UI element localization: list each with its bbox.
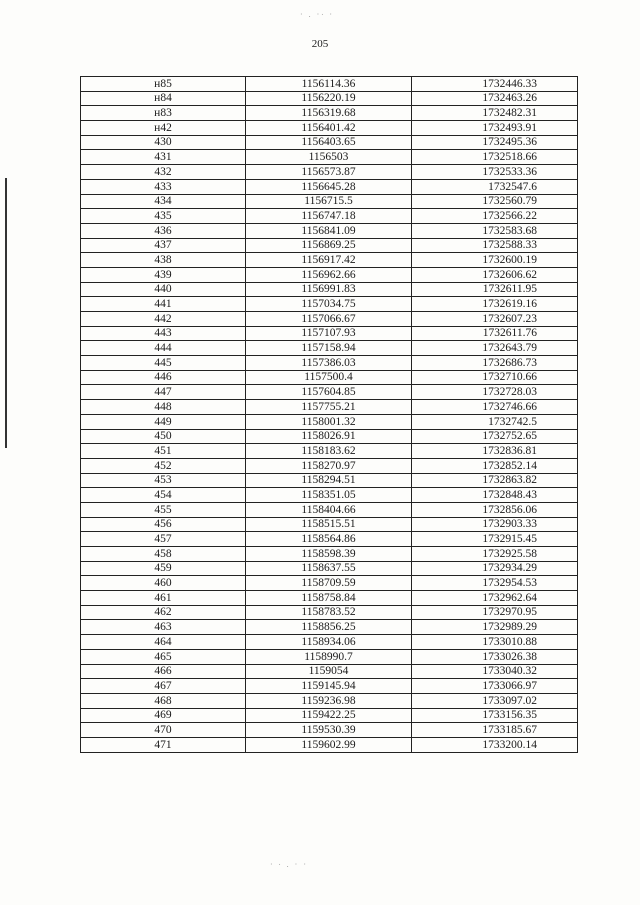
x-coordinate-cell: 1158515.51 xyxy=(246,517,412,532)
point-id-cell: 444 xyxy=(81,341,246,356)
x-coordinate-cell: 1158270.97 xyxy=(246,458,412,473)
table-row xyxy=(81,635,578,650)
table-row xyxy=(81,341,578,356)
table-row xyxy=(81,370,578,385)
point-id-cell: 455 xyxy=(81,502,246,517)
y-coordinate-cell: 1732495.36 xyxy=(412,135,578,150)
table-row xyxy=(81,576,578,591)
table-row xyxy=(81,91,578,106)
table-row xyxy=(81,429,578,444)
table-row xyxy=(81,473,578,488)
y-coordinate-cell: 1732619.16 xyxy=(412,297,578,312)
y-coordinate-cell: 1732643.79 xyxy=(412,341,578,356)
y-coordinate-cell: 1733200.14 xyxy=(412,737,578,752)
y-coordinate-cell: 1732728.03 xyxy=(412,385,578,400)
table-row xyxy=(81,679,578,694)
x-coordinate-cell: 1159530.39 xyxy=(246,723,412,738)
table-row xyxy=(81,649,578,664)
y-coordinate-cell: 1732856.06 xyxy=(412,502,578,517)
y-coordinate-cell: 1732934.29 xyxy=(412,561,578,576)
table-row xyxy=(81,106,578,121)
y-coordinate-cell: 1732848.43 xyxy=(412,488,578,503)
y-coordinate-cell: 1732482.31 xyxy=(412,106,578,121)
x-coordinate-cell: 1156401.42 xyxy=(246,121,412,136)
point-id-cell: 468 xyxy=(81,693,246,708)
table-row xyxy=(81,458,578,473)
point-id-cell: 438 xyxy=(81,253,246,268)
x-coordinate-cell: 1159236.98 xyxy=(246,693,412,708)
table-row xyxy=(81,77,578,92)
y-coordinate-cell: 1732463.26 xyxy=(412,91,578,106)
y-coordinate-cell: 1732710.66 xyxy=(412,370,578,385)
point-id-cell: 448 xyxy=(81,400,246,415)
point-id-cell: 450 xyxy=(81,429,246,444)
x-coordinate-cell: 1157034.75 xyxy=(246,297,412,312)
point-id-cell: н42 xyxy=(81,121,246,136)
table-row xyxy=(81,444,578,459)
table-row xyxy=(81,223,578,238)
point-id-cell: 451 xyxy=(81,444,246,459)
point-id-cell: 432 xyxy=(81,165,246,180)
point-id-cell: 443 xyxy=(81,326,246,341)
point-id-cell: 456 xyxy=(81,517,246,532)
table-row xyxy=(81,312,578,327)
x-coordinate-cell: 1156319.68 xyxy=(246,106,412,121)
table-row xyxy=(81,517,578,532)
x-coordinate-cell: 1159145.94 xyxy=(246,679,412,694)
scan-artifact-top: · . ·∙ · xyxy=(300,10,334,19)
x-coordinate-cell: 1159422.25 xyxy=(246,708,412,723)
y-coordinate-cell: 1733040.32 xyxy=(412,664,578,679)
y-coordinate-cell: 1732903.33 xyxy=(412,517,578,532)
y-coordinate-cell: 1732446.33 xyxy=(412,77,578,92)
table-row xyxy=(81,356,578,371)
y-coordinate-cell: 1732518.66 xyxy=(412,150,578,165)
x-coordinate-cell: 1156114.36 xyxy=(246,77,412,92)
y-coordinate-cell: 1733156.35 xyxy=(412,708,578,723)
y-coordinate-cell: 1732566.22 xyxy=(412,209,578,224)
table-row xyxy=(81,737,578,752)
point-id-cell: 460 xyxy=(81,576,246,591)
table-row xyxy=(81,488,578,503)
y-coordinate-cell: 1732863.82 xyxy=(412,473,578,488)
y-coordinate-cell: 1732752.65 xyxy=(412,429,578,444)
point-id-cell: 467 xyxy=(81,679,246,694)
x-coordinate-cell: 1158758.84 xyxy=(246,591,412,606)
x-coordinate-cell: 1156747.18 xyxy=(246,209,412,224)
x-coordinate-cell: 1158351.05 xyxy=(246,488,412,503)
table-row xyxy=(81,209,578,224)
x-coordinate-cell: 1159602.99 xyxy=(246,737,412,752)
y-coordinate-cell: 1732493.91 xyxy=(412,121,578,136)
point-id-cell: н83 xyxy=(81,106,246,121)
point-id-cell: 465 xyxy=(81,649,246,664)
point-id-cell: 447 xyxy=(81,385,246,400)
coordinates-table xyxy=(80,76,578,753)
x-coordinate-cell: 1156917.42 xyxy=(246,253,412,268)
table-row xyxy=(81,385,578,400)
table-row xyxy=(81,121,578,136)
x-coordinate-cell: 1156715.5 xyxy=(246,194,412,209)
y-coordinate-cell: 1732925.58 xyxy=(412,547,578,562)
point-id-cell: 457 xyxy=(81,532,246,547)
point-id-cell: 458 xyxy=(81,547,246,562)
table-row xyxy=(81,664,578,679)
point-id-cell: 452 xyxy=(81,458,246,473)
table-row xyxy=(81,547,578,562)
x-coordinate-cell: 1158404.66 xyxy=(246,502,412,517)
point-id-cell: 435 xyxy=(81,209,246,224)
point-id-cell: 430 xyxy=(81,135,246,150)
point-id-cell: 453 xyxy=(81,473,246,488)
table-row xyxy=(81,194,578,209)
table-row xyxy=(81,532,578,547)
x-coordinate-cell: 1156573.87 xyxy=(246,165,412,180)
x-coordinate-cell: 1156503 xyxy=(246,150,412,165)
y-coordinate-cell: 1732962.64 xyxy=(412,591,578,606)
x-coordinate-cell: 1158709.59 xyxy=(246,576,412,591)
point-id-cell: 437 xyxy=(81,238,246,253)
y-coordinate-cell: 1733097.02 xyxy=(412,693,578,708)
x-coordinate-cell: 1158598.39 xyxy=(246,547,412,562)
x-coordinate-cell: 1157755.21 xyxy=(246,400,412,415)
y-coordinate-cell: 1732600.19 xyxy=(412,253,578,268)
point-id-cell: 442 xyxy=(81,312,246,327)
y-coordinate-cell: 1732547.6 xyxy=(412,179,578,194)
point-id-cell: 436 xyxy=(81,223,246,238)
point-id-cell: 461 xyxy=(81,591,246,606)
table-row xyxy=(81,297,578,312)
y-coordinate-cell: 1732686.73 xyxy=(412,356,578,371)
point-id-cell: 439 xyxy=(81,267,246,282)
table-row xyxy=(81,238,578,253)
point-id-cell: 433 xyxy=(81,179,246,194)
x-coordinate-cell: 1157107.93 xyxy=(246,326,412,341)
x-coordinate-cell: 1158990.7 xyxy=(246,649,412,664)
y-coordinate-cell: 1732915.45 xyxy=(412,532,578,547)
y-coordinate-cell: 1732588.33 xyxy=(412,238,578,253)
table-row xyxy=(81,414,578,429)
point-id-cell: 434 xyxy=(81,194,246,209)
point-id-cell: 440 xyxy=(81,282,246,297)
point-id-cell: 454 xyxy=(81,488,246,503)
table-row xyxy=(81,723,578,738)
scan-artifact-bottom: · ∙ . · · xyxy=(270,860,308,869)
table-row xyxy=(81,708,578,723)
y-coordinate-cell: 1732560.79 xyxy=(412,194,578,209)
table-row xyxy=(81,620,578,635)
x-coordinate-cell: 1158564.86 xyxy=(246,532,412,547)
x-coordinate-cell: 1156645.28 xyxy=(246,179,412,194)
x-coordinate-cell: 1156962.66 xyxy=(246,267,412,282)
y-coordinate-cell: 1732852.14 xyxy=(412,458,578,473)
point-id-cell: 463 xyxy=(81,620,246,635)
y-coordinate-cell: 1733026.38 xyxy=(412,649,578,664)
table-row xyxy=(81,591,578,606)
y-coordinate-cell: 1732611.95 xyxy=(412,282,578,297)
table-row xyxy=(81,150,578,165)
point-id-cell: н85 xyxy=(81,77,246,92)
x-coordinate-cell: 1156220.19 xyxy=(246,91,412,106)
point-id-cell: 449 xyxy=(81,414,246,429)
point-id-cell: н84 xyxy=(81,91,246,106)
x-coordinate-cell: 1157604.85 xyxy=(246,385,412,400)
y-coordinate-cell: 1732583.68 xyxy=(412,223,578,238)
x-coordinate-cell: 1156869.25 xyxy=(246,238,412,253)
table-row xyxy=(81,561,578,576)
y-coordinate-cell: 1732611.76 xyxy=(412,326,578,341)
x-coordinate-cell: 1157066.67 xyxy=(246,312,412,327)
coordinates-table-body xyxy=(81,77,578,753)
margin-mark xyxy=(5,178,7,448)
point-id-cell: 431 xyxy=(81,150,246,165)
point-id-cell: 466 xyxy=(81,664,246,679)
x-coordinate-cell: 1156403.65 xyxy=(246,135,412,150)
table-row xyxy=(81,179,578,194)
table-row xyxy=(81,326,578,341)
y-coordinate-cell: 1733185.67 xyxy=(412,723,578,738)
y-coordinate-cell: 1733066.97 xyxy=(412,679,578,694)
table-row xyxy=(81,605,578,620)
y-coordinate-cell: 1733010.88 xyxy=(412,635,578,650)
table-row xyxy=(81,502,578,517)
table-row xyxy=(81,267,578,282)
x-coordinate-cell: 1158783.52 xyxy=(246,605,412,620)
point-id-cell: 469 xyxy=(81,708,246,723)
x-coordinate-cell: 1156841.09 xyxy=(246,223,412,238)
y-coordinate-cell: 1732970.95 xyxy=(412,605,578,620)
table-row xyxy=(81,282,578,297)
point-id-cell: 470 xyxy=(81,723,246,738)
y-coordinate-cell: 1732746.66 xyxy=(412,400,578,415)
y-coordinate-cell: 1732533.36 xyxy=(412,165,578,180)
x-coordinate-cell: 1157158.94 xyxy=(246,341,412,356)
x-coordinate-cell: 1158001.32 xyxy=(246,414,412,429)
x-coordinate-cell: 1158183.62 xyxy=(246,444,412,459)
page-number: 205 xyxy=(311,38,329,50)
y-coordinate-cell: 1732607.23 xyxy=(412,312,578,327)
x-coordinate-cell: 1158294.51 xyxy=(246,473,412,488)
x-coordinate-cell: 1157500.4 xyxy=(246,370,412,385)
point-id-cell: 459 xyxy=(81,561,246,576)
x-coordinate-cell: 1158934.06 xyxy=(246,635,412,650)
table-row xyxy=(81,400,578,415)
table-row xyxy=(81,135,578,150)
y-coordinate-cell: 1732989.29 xyxy=(412,620,578,635)
point-id-cell: 445 xyxy=(81,356,246,371)
x-coordinate-cell: 1158856.25 xyxy=(246,620,412,635)
table-row xyxy=(81,693,578,708)
point-id-cell: 471 xyxy=(81,737,246,752)
y-coordinate-cell: 1732836.81 xyxy=(412,444,578,459)
x-coordinate-cell: 1158026.91 xyxy=(246,429,412,444)
table-row xyxy=(81,165,578,180)
y-coordinate-cell: 1732742.5 xyxy=(412,414,578,429)
table-row xyxy=(81,253,578,268)
point-id-cell: 446 xyxy=(81,370,246,385)
x-coordinate-cell: 1158637.55 xyxy=(246,561,412,576)
point-id-cell: 441 xyxy=(81,297,246,312)
y-coordinate-cell: 1732954.53 xyxy=(412,576,578,591)
x-coordinate-cell: 1159054 xyxy=(246,664,412,679)
x-coordinate-cell: 1156991.83 xyxy=(246,282,412,297)
point-id-cell: 462 xyxy=(81,605,246,620)
point-id-cell: 464 xyxy=(81,635,246,650)
y-coordinate-cell: 1732606.62 xyxy=(412,267,578,282)
x-coordinate-cell: 1157386.03 xyxy=(246,356,412,371)
